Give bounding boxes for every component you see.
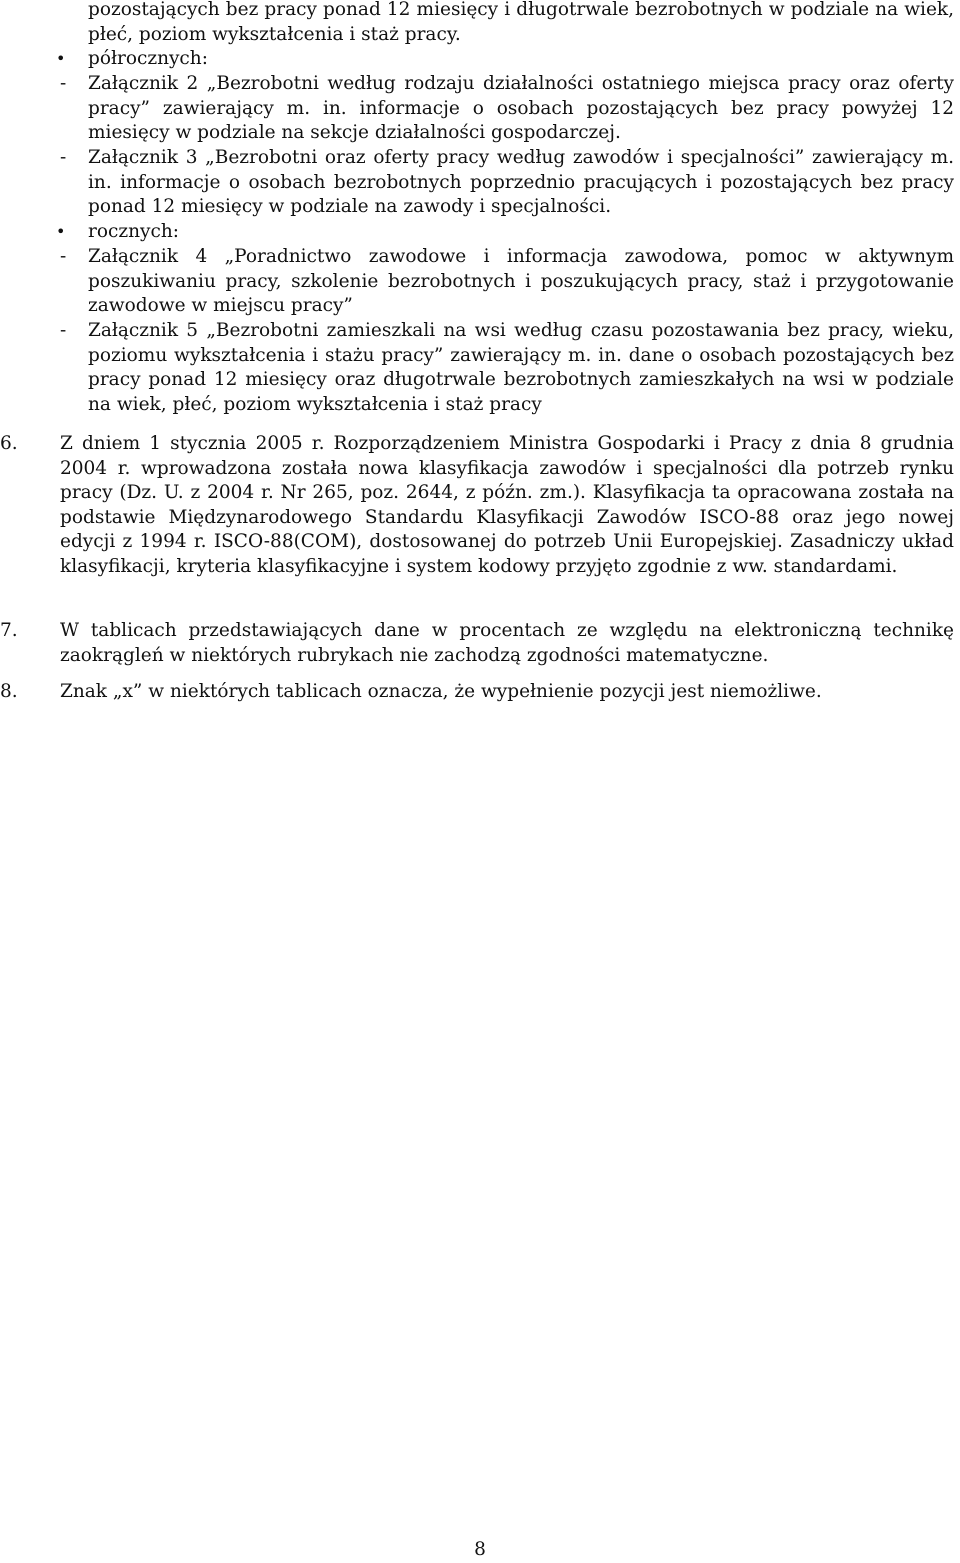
semiannual-heading [56, 47, 954, 72]
bullet-icon: • [56, 49, 66, 68]
point-number: 7. [0, 620, 18, 641]
semiannual-item-text: Załącznik 2 „Bezrobotni według rodzaju działalności ostatniego miejsca pracy oraz oferty pracy” zawierający m. in. informacje o osobach pozostających bez pracy powyżej 12 miesięcy w podziale na sekcje działalności gospodarczej. [88, 73, 954, 144]
point-text: Znak „x” w niektórych tablicach oznacza, że wypełnienie pozycji jest niemożliwe. [60, 681, 822, 702]
point-7 [0, 619, 954, 668]
page-number: 8 [474, 1539, 486, 1560]
annual-item-4 [60, 245, 954, 319]
point-6 [0, 432, 954, 580]
point-number: 6. [0, 433, 18, 454]
annual-heading [56, 220, 954, 245]
annual-item-text: Załącznik 5 „Bezrobotni zamieszkali na wsi według czasu pozostawania bez pracy, wieku, poziomu wykształcenia i stażu pracy” zawierający m. in. dane o osobach pozostających bez pracy ponad 12 miesięcy oraz długotrwale bezrobotnych zamieszkałych na wsi w podziale na wiek, płeć, poziom wykształcenia i staż pracy [88, 320, 954, 415]
semiannual-item-2 [60, 72, 954, 146]
dash-marker: - [60, 246, 67, 267]
semiannual-item-3 [60, 146, 954, 220]
bullet-icon: • [56, 222, 66, 241]
point-text: Z dniem 1 stycznia 2005 r. Rozporządzeniem Ministra Gospodarki i Pracy z dnia 8 grudnia 2004 r. wprowadzona została nowa klasyfikacja zawodów i specjalności dla potrzeb rynku pracy (Dz. U. z 2004 r. Nr 265, poz. 2644, z późn. zm.). Klasyfikacja ta opracowana została na podstawie Międzynarodowego Standardu Klasyfikacji Zawodów ISCO-88 oraz jego nowej edycji z 1994 r. ISCO-88(COM), dostosowanej do potrzeb Unii Europejskiej. Zasadniczy układ klasyfikacji, kryteria klasyfikacyjne i system kodowy przyjęto zgodnie z ww. standardami. [60, 433, 954, 577]
dash-marker: - [60, 73, 67, 94]
annual-item-5 [60, 319, 954, 417]
annual-item-text: Załącznik 4 „Poradnictwo zawodowe i informacja zawodowa, pomoc w aktywnym poszukiwaniu pracy, szkolenie bezrobotnych i poszukujących pracy, staż i przygotowanie zawodowe w miejscu pracy” [88, 246, 954, 317]
point-text: W tablicach przedstawiających dane w procentach ze względu na elektroniczną technikę zaokrągleń w niektórych rubrykach nie zachodzą zgodności matematyczne. [60, 620, 954, 666]
point-8 [0, 680, 954, 705]
semiannual-item-text: Załącznik 3 „Bezrobotni oraz oferty pracy według zawodów i specjalności” zawierający m. in. informacje o osobach bezrobotnych poprzednio pracujących i pozostających bez pracy ponad 12 miesięcy w podziale na zawody i specjalności. [88, 147, 954, 218]
continued-paragraph: pozostających bez pracy ponad 12 miesięcy i długotrwale bezrobotnych w podziale na wiek, płeć, poziom wykształcenia i staż pracy. [88, 0, 954, 45]
point-number: 8. [0, 681, 18, 702]
annual-heading-text: rocznych: [88, 221, 179, 242]
dash-marker: - [60, 320, 67, 341]
semiannual-heading-text: półrocznych: [88, 48, 208, 69]
dash-marker: - [60, 147, 67, 168]
